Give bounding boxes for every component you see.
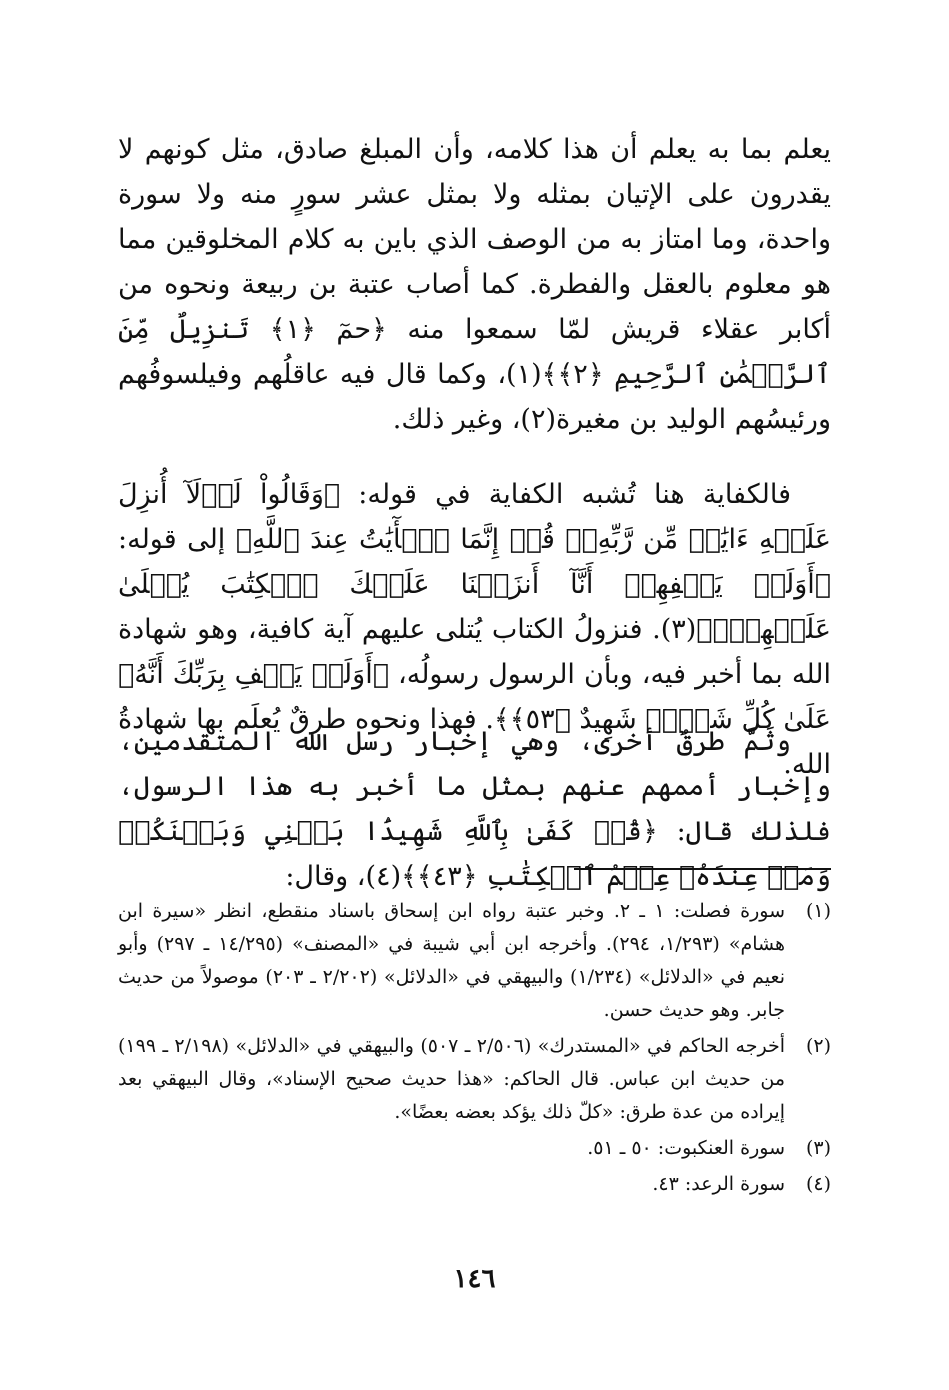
footnote-text: سورة العنكبوت: ٥٠ ـ ٥١. bbox=[587, 1137, 785, 1159]
footnote-number: (٤) bbox=[805, 1173, 831, 1195]
footnote-number: (٢) bbox=[805, 1035, 831, 1057]
footnote-3 bbox=[118, 1132, 831, 1165]
footnote-text: سورة الرعد: ٤٣. bbox=[652, 1173, 785, 1195]
body-paragraph-3: وثَمَّ طرقٌ أخرى، وهي إخبار رسل الله المتقدمين، وإخبار أممهم عنهم بمثل ما أخبر به هذا الرسول، فلذلك قال: ﴿قُلۡ كَفَىٰ بِٱللَّهِ شَهِيدَۢا بَيۡنِي وَبَيۡنَكُمۡ وَمَنۡ عِندَهُۥ عِلۡمُ ٱلۡكِتَٰبِ ﴿٤٣﴾﴾(٤)، وقال: bbox=[118, 726, 831, 892]
body-paragraph-1: يعلم بما به يعلم أن هذا كلامه، وأن المبلغ صادق، مثل كونهم لا يقدرون على الإتيان بمثله ولا بمثل عشر سورٍ منه ولا سورة واحدة، وما امتاز به من الوصف الذي باين به كلام المخلوقين مما هو معلوم بالعقل والفطرة. كما أصاب عتبة بن ربيعة ونحوه من أكابر عقلاء قريش لمّا سمعوا منه ﴿حمٓ ﴿١﴾ تَنزِيلٌ مِّنَ ٱلرَّحۡمَٰنِ ٱلرَّحِيمِ ﴿٢﴾﴾(١)، وكما قال فيه عاقلُهم وفيلسوفُهم ورئيسُهم الوليد بن مغيرة(٢)، وغير ذلك. bbox=[118, 134, 832, 435]
footnotes bbox=[118, 895, 831, 1204]
footnote-1 bbox=[118, 895, 831, 1027]
footnote-number: (١) bbox=[805, 900, 831, 922]
page-number: ١٤٦ bbox=[453, 1264, 496, 1294]
footnote-text: أخرجه الحاكم في «المستدرك» (٢/٥٠٦ ـ ٥٠٧) والبيهقي في «الدلائل» (٢/١٩٨ ـ ١٩٩) من حديث ابن عباس. قال الحاكم: «هذا حديث صحيح الإسناد»، وقال البيهقي بعد إيراده من عدة طرق: «كلّ ذلك يؤكد بعضه بعضًا». bbox=[118, 1035, 785, 1123]
footnote-4 bbox=[118, 1168, 831, 1201]
body-paragraph-2: فالكفاية هنا تُشبه الكفاية في قوله: ﴿وَقَالُواْ لَوۡلَآ أُنزِلَ عَلَيۡهِ ءَايَٰتٞ مِّن رَّبِّهِۦۖ قُلۡ إِنَّمَا ٱلۡأٓيَٰتُ عِندَ ٱللَّهِ﴾ إلى قوله: ﴿أَوَلَمۡ يَكۡفِهِمۡ أَنَّآ أَنزَلۡنَا عَلَيۡكَ ٱلۡكِتَٰبَ يُتۡلَىٰ عَلَيۡهِمۡۚ﴾(٣). فنزولُ الكتاب يُتلى عليهم آية كافية، وهو شهادة الله بما أخبر فيه، وبأن الرسول رسولُه، ﴿أَوَلَمۡ يَكۡفِ بِرَبِّكَ أَنَّهُۥ عَلَىٰ كُلِّ شَيۡءٖ شَهِيدٌ ﴿٥٣﴾﴾. فهذا ونحوه طرقٌ يُعلَم بها شهادةُ الله. bbox=[118, 479, 831, 780]
footnote-text: سورة فصلت: ١ ـ ٢. وخبر عتبة رواه ابن إسحاق باسناد منقطع، انظر «سيرة ابن هشام» (١/٢٩٣، ٢٩٤). وأخرجه ابن أبي شيبة في «المصنف» (١٤/٢٩٥ ـ ٢٩٧) وأبو نعيم في «الدلائل» (١/٢٣٤) والبيهقي في «الدلائل» (٢/٢٠٢ ـ ٢٠٣) موصولاً من حديث جابر. وهو حديث حسن. bbox=[118, 900, 785, 1021]
footnote-number: (٣) bbox=[805, 1137, 831, 1159]
footnote-separator bbox=[574, 868, 831, 870]
footnote-2 bbox=[118, 1030, 831, 1129]
